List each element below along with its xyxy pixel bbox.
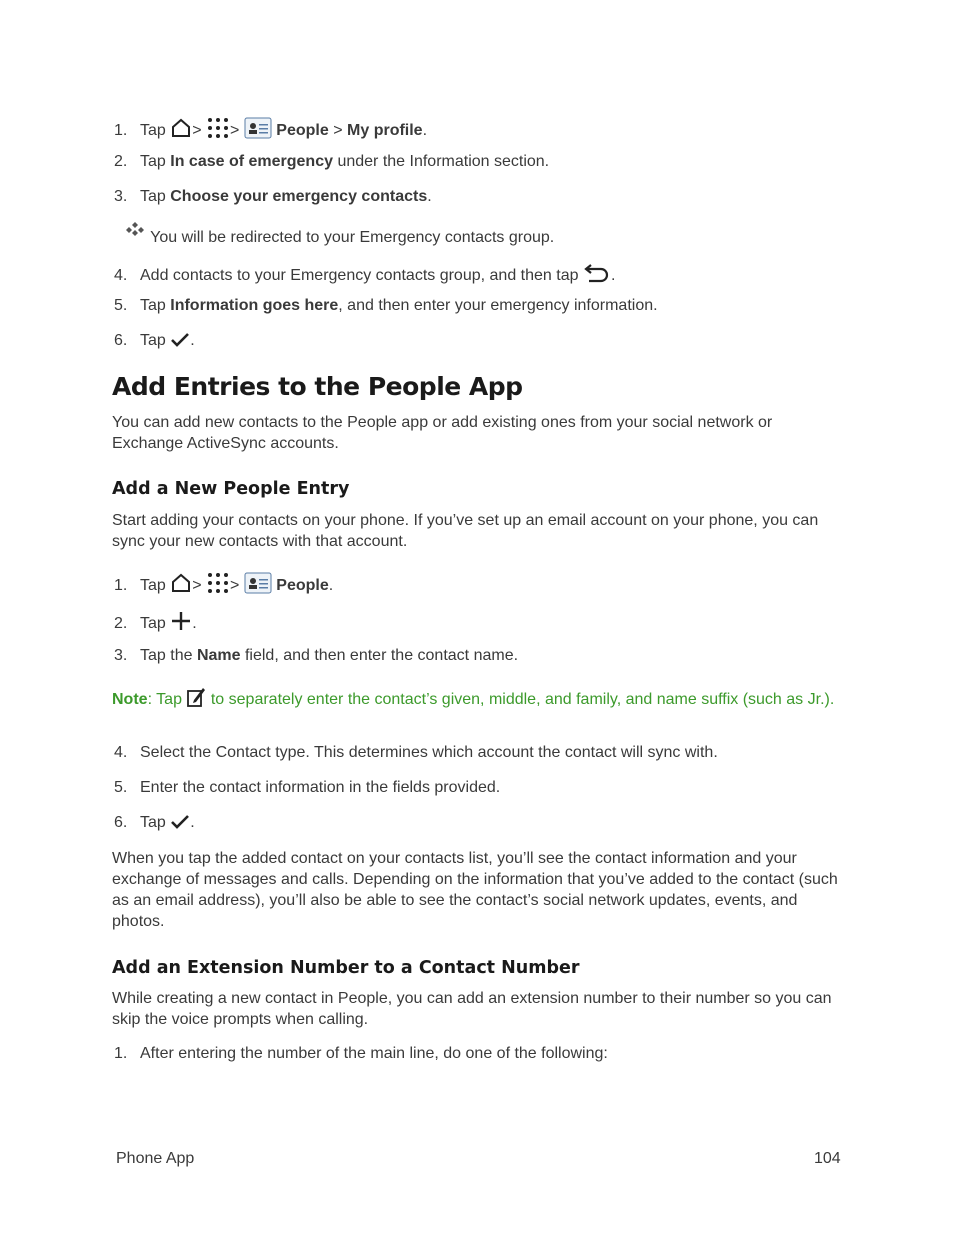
home-icon: [170, 117, 192, 139]
home-icon: [170, 572, 192, 594]
new-entry-outro: When you tap the added contact on your contacts list, you’ll see the contact information and your exchange of messages and calls. Depending on the information that you’ve added to the contact (such as an email address), you’ll also be able to see the contact’s social network updates, events, and photos.: [112, 850, 838, 930]
subsection-title-new-entry: Add a New People Entry: [112, 479, 350, 499]
tip-diamonds-icon: [124, 222, 146, 240]
new-entry-step-3: 3. Tap the Name field, and then enter the contact name.: [114, 647, 519, 664]
subsection-intro-new-entry: Start adding your contacts on your phone. If you’ve set up an email account on your phone, you can sync your new contacts with that account.: [112, 512, 819, 550]
step-6: 6. Tap .: [114, 332, 195, 349]
subsection-title-extension: Add an Extension Number to a Contact Number: [112, 958, 580, 978]
footer-section-name: Phone App: [116, 1150, 195, 1167]
new-entry-step-6: 6. Tap .: [114, 814, 195, 831]
edit-icon: [186, 686, 206, 708]
section-intro: You can add new contacts to the People app or add existing ones from your social network or Exchange ActiveSync accounts.: [112, 414, 773, 452]
footer-page-number: 104: [814, 1150, 841, 1167]
step-4: 4. Add contacts to your Emergency contacts group, and then tap .: [114, 262, 615, 286]
tip-line: You will be redirected to your Emergency contacts group.: [124, 222, 554, 248]
new-entry-step-5: 5. Enter the contact information in the fields provided.: [114, 779, 501, 796]
section-title: Add Entries to the People App: [112, 372, 523, 401]
subsection-intro-extension: While creating a new contact in People, you can add an extension number to their number so you can skip the voice prompts when calling.: [112, 990, 832, 1028]
new-entry-step-4: 4. Select the Contact type. This determines which account the contact will sync with.: [114, 744, 718, 761]
note-callout: Note: Tap to separately enter the contact’s given, middle, and family, and name suffix (such as Jr.).: [112, 686, 842, 710]
new-entry-step-1: 1. Tap > > People.: [114, 572, 333, 596]
extension-step-1: 1. After entering the number of the main line, do one of the following:: [114, 1045, 608, 1062]
new-entry-step-2: 2. Tap .: [114, 610, 197, 634]
back-arrow-icon: [583, 262, 611, 284]
people-app-icon: [244, 117, 272, 139]
step-2: 2. Tap In case of emergency under the Information section.: [114, 153, 550, 170]
checkmark-icon: [170, 331, 190, 349]
checkmark-icon: [170, 813, 190, 831]
people-app-icon: [244, 572, 272, 594]
step-3: 3. Tap Choose your emergency contacts.: [114, 188, 432, 205]
apps-grid-icon: [206, 572, 230, 594]
apps-grid-icon: [206, 117, 230, 139]
plus-icon: [170, 610, 192, 632]
step-5: 5. Tap Information goes here, and then enter your emergency information.: [114, 297, 658, 314]
step-1: 1. Tap > > People > My profile.: [114, 117, 427, 141]
